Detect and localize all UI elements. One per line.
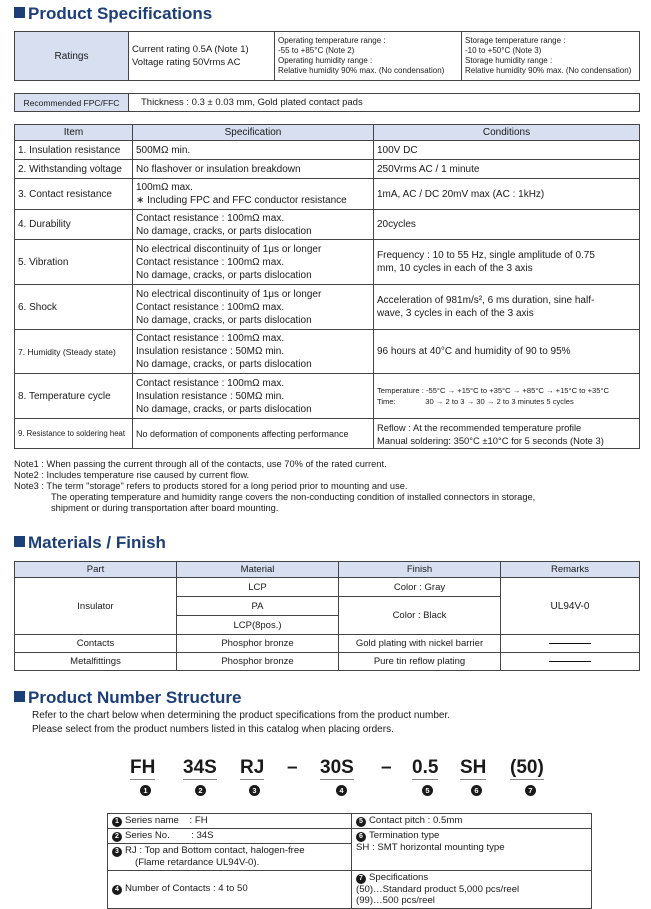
spec-item: 8. Temperature cycle: [15, 374, 133, 419]
spec-value: No electrical discontinuity of 1μs or longer Contact resistance : 100mΩ max. No damage, cracks, or parts dislocation: [133, 240, 374, 285]
pn-contact-type: RJ: [240, 757, 265, 778]
spec-value: Contact resistance : 100mΩ max. No damage, cracks, or parts dislocation: [133, 210, 374, 240]
ratings-storage: Storage temperature range : -10 to +50°C (Note 3) Storage humidity range : Relative humidity 90% max. (No condensation): [462, 32, 640, 81]
fpc-value: Thickness : 0.3 ± 0.03 mm, Gold plated contact pads: [129, 94, 640, 112]
spec-item: 5. Vibration: [15, 240, 133, 285]
materials-header-material: Material: [177, 562, 339, 578]
spec-condition: Frequency : 10 to 55 Hz, single amplitude of 0.75 mm, 10 cycles in each of the 3 axis: [374, 240, 640, 285]
legend-series-no: 2 Series No. : 34S: [108, 829, 352, 844]
marker-4-icon: 4: [112, 885, 122, 895]
ratings-table: [14, 31, 640, 81]
marker-6-icon: 6: [356, 832, 366, 842]
legend-series-name: 1 Series name : FH: [108, 814, 352, 829]
marker-1-icon: 1: [112, 817, 122, 827]
metalfittings-finish: Pure tin reflow plating: [339, 653, 501, 671]
spec-condition: Reflow : At the recommended temperature profile Manual soldering: 350°C ±10°C for 5 seconds (Note 3): [374, 419, 640, 449]
insulator-material: LCP(8pos.): [177, 616, 339, 635]
materials-header-remarks: Remarks: [501, 562, 640, 578]
note-3-cont: The operating temperature and humidity range covers the non-conducting condition of installed connectors in storage,: [51, 492, 536, 502]
pns-legend-table: [107, 813, 592, 909]
marker-2-icon: 2: [112, 832, 122, 842]
ratings-current-voltage: Current rating 0.5A (Note 1) Voltage rating 50Vrms AC: [129, 32, 275, 81]
spec-notes: [14, 459, 535, 514]
marker-4-icon: 4: [336, 785, 347, 796]
spec-row: [15, 374, 640, 419]
spec-item: 2. Withstanding voltage: [15, 160, 133, 179]
spec-row: [15, 240, 640, 285]
spec-condition: 100V DC: [374, 141, 640, 160]
pn-termination: SH: [460, 757, 487, 778]
pns-intro-2: Please select from the product numbers listed in this catalog when placing orders.: [32, 724, 394, 735]
pns-section-title: Product Number Structure: [14, 688, 241, 708]
spec-condition: Temperature : -55°C → +15°C to +35°C → +85°C → +15°C to +35°C Time: 30 → 2 to 3 → 30 → 2 to 3 minutes 5 cycles: [374, 374, 640, 419]
spec-value: No electrical discontinuity of 1μs or longer Contact resistance : 100mΩ max. No damage, cracks, or parts dislocation: [133, 285, 374, 330]
legend-contact-type: 3 RJ : Top and Bottom contact, halogen-free (Flame retardance UL94V-0).: [108, 844, 352, 871]
note-3: Note3 : The term "storage" refers to products stored for a long period prior to mounting and use.: [14, 481, 408, 491]
pn-dash: –: [287, 757, 298, 778]
legend-specifications: 7 Specifications (50)…Standard product 5,000 pcs/reel (99)…500 pcs/reel: [352, 870, 592, 908]
spec-condition: 250Vrms AC / 1 minute: [374, 160, 640, 179]
marker-7-icon: 7: [525, 785, 536, 796]
spec-condition: 20cycles: [374, 210, 640, 240]
pn-pitch: 0.5: [412, 757, 439, 778]
pn-specification: (50): [510, 757, 544, 778]
metalfittings-remarks: [501, 653, 640, 671]
spec-header-conditions: Conditions: [374, 125, 640, 141]
dash-line: [549, 661, 591, 662]
spec-value: No deformation of components affecting performance: [133, 419, 374, 449]
spec-item: 4. Durability: [15, 210, 133, 240]
marker-3-icon: 3: [249, 785, 260, 796]
dash-line: [549, 643, 591, 644]
spec-row: [15, 330, 640, 374]
fpc-label: Recommended FPC/FFC: [15, 94, 129, 112]
insulator-part: Insulator: [15, 578, 177, 635]
insulator-remarks: UL94V-0: [501, 578, 640, 635]
spec-row: [15, 141, 640, 160]
contacts-part: Contacts: [15, 635, 177, 653]
ratings-operating: Operating temperature range : -55 to +85°C (Note 2) Operating humidity range : Relative humidity 90% max. (No condensation): [275, 32, 462, 81]
insulator-finish-black: Color : Black: [339, 597, 501, 635]
marker-1-icon: 1: [140, 785, 151, 796]
legend-contact-pitch: 5 Contact pitch : 0.5mm: [352, 814, 592, 829]
spec-row: [15, 179, 640, 210]
spec-condition: 96 hours at 40°C and humidity of 90 to 95%: [374, 330, 640, 374]
spec-header-item: Item: [15, 125, 133, 141]
marker-5-icon: 5: [356, 817, 366, 827]
materials-table: [14, 561, 640, 671]
spec-value: 100mΩ max. ∗ Including FPC and FFC conductor resistance: [133, 179, 374, 210]
ratings-label: Ratings: [15, 32, 129, 81]
contacts-remarks: [501, 635, 640, 653]
spec-item: 7. Humidity (Steady state): [15, 330, 133, 374]
square-bullet-icon: [14, 691, 25, 702]
contacts-material: Phosphor bronze: [177, 635, 339, 653]
spec-section-title: Product Specifications: [14, 4, 212, 24]
fpc-table: [14, 93, 640, 112]
spec-value: No flashover or insulation breakdown: [133, 160, 374, 179]
marker-6-icon: 6: [471, 785, 482, 796]
spec-value: 500MΩ min.: [133, 141, 374, 160]
spec-table: [14, 124, 640, 449]
square-bullet-icon: [14, 536, 25, 547]
pn-series-name: FH: [130, 757, 156, 778]
marker-5-icon: 5: [422, 785, 433, 796]
square-bullet-icon: [14, 7, 25, 18]
spec-row: [15, 210, 640, 240]
pns-intro-1: Refer to the chart below when determining the product specifications from the product number.: [32, 710, 451, 721]
note-3-cont: shipment or during transportation after board mounting.: [51, 503, 279, 513]
materials-header-finish: Finish: [339, 562, 501, 578]
spec-condition: Acceleration of 981m/s², 6 ms duration, sine half- wave, 3 cycles in each of the 3 axis: [374, 285, 640, 330]
insulator-material: LCP: [177, 578, 339, 597]
spec-item: 1. Insulation resistance: [15, 141, 133, 160]
spec-row: [15, 160, 640, 179]
insulator-finish-gray: Color : Gray: [339, 578, 501, 597]
pn-contacts: 30S: [320, 757, 354, 778]
legend-contacts: 4 Number of Contacts : 4 to 50: [108, 870, 352, 908]
spec-row: [15, 419, 640, 449]
spec-header-specification: Specification: [133, 125, 374, 141]
spec-row: [15, 285, 640, 330]
legend-termination: 6 Termination type SH : SMT horizontal mounting type: [352, 829, 592, 871]
metalfittings-part: Metalfittings: [15, 653, 177, 671]
marker-2-icon: 2: [195, 785, 206, 796]
metalfittings-material: Phosphor bronze: [177, 653, 339, 671]
note-2: Note2 : Includes temperature rise caused by current flow.: [14, 470, 250, 480]
spec-item: 3. Contact resistance: [15, 179, 133, 210]
spec-item: 6. Shock: [15, 285, 133, 330]
insulator-material: PA: [177, 597, 339, 616]
spec-value: Contact resistance : 100mΩ max. Insulation resistance : 50MΩ min. No damage, cracks, or parts dislocation: [133, 330, 374, 374]
spec-item: 9. Resistance to soldering heat: [15, 419, 133, 449]
marker-7-icon: 7: [356, 874, 366, 884]
materials-header-part: Part: [15, 562, 177, 578]
marker-3-icon: 3: [112, 847, 122, 857]
materials-section-title: Materials / Finish: [14, 533, 166, 553]
pn-dash: –: [381, 757, 392, 778]
note-1: Note1 : When passing the current through all of the contacts, use 70% of the rated current.: [14, 459, 387, 469]
pn-series-no: 34S: [183, 757, 217, 778]
spec-condition: 1mA, AC / DC 20mV max (AC : 1kHz): [374, 179, 640, 210]
contacts-finish: Gold plating with nickel barrier: [339, 635, 501, 653]
spec-value: Contact resistance : 100mΩ max. Insulation resistance : 50MΩ min. No damage, cracks, or parts dislocation: [133, 374, 374, 419]
